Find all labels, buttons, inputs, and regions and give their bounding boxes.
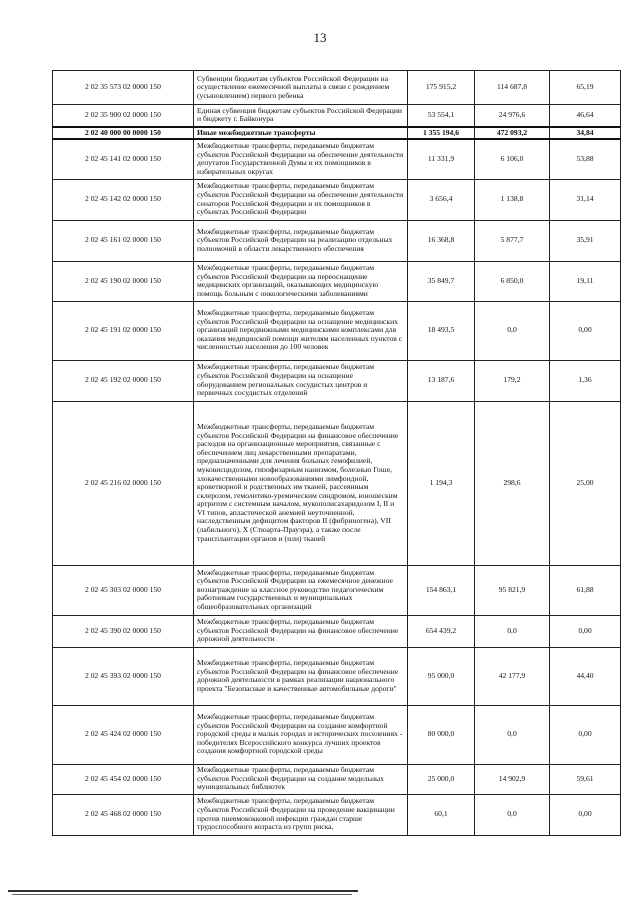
table-row [53,764,621,794]
execution-percent-cell: 44,40 [550,647,621,705]
planned-amount-cell: 3 656,4 [408,179,475,220]
table-row [53,301,621,360]
description-cell: Субвенции бюджетам субъектов Российской Федерации на осуществление ежемесячной выплаты в связи с рождением (усыновлением) первого ребенка [194,71,408,105]
planned-amount-cell: 154 863,1 [408,565,475,615]
execution-percent-cell: 31,14 [550,179,621,220]
planned-amount-cell: 80 000,0 [408,705,475,764]
budget-code-cell: 2 02 45 216 02 0000 150 [53,401,194,565]
budget-code-cell: 2 02 45 192 02 0000 150 [53,360,194,401]
budget-code-cell: 2 02 35 900 02 0000 150 [53,105,194,127]
planned-amount-cell: 16 368,8 [408,220,475,261]
budget-code-cell: 2 02 35 573 02 0000 150 [53,71,194,105]
executed-amount-cell: 6 106,0 [475,139,550,179]
execution-percent-cell: 0,00 [550,705,621,764]
table-row [53,220,621,261]
executed-amount-cell: 95 821,9 [475,565,550,615]
execution-percent-cell: 65,19 [550,71,621,105]
table-row [53,179,621,220]
execution-percent-cell: 35,91 [550,220,621,261]
footer-rule [8,890,358,892]
description-cell: Межбюджетные трансферты, передаваемые бюджетам субъектов Российской Федерации на реализацию отдельных полномочий в области лекарственного обеспечения [194,220,408,261]
budget-table [52,70,621,836]
table-row [53,127,621,140]
budget-code-cell: 2 02 45 141 02 0000 150 [53,139,194,179]
table-row [53,401,621,565]
executed-amount-cell: 0,0 [475,615,550,647]
planned-amount-cell: 18 493,5 [408,301,475,360]
executed-amount-cell: 14 902,9 [475,764,550,794]
table-row [53,794,621,835]
description-cell: Межбюджетные трансферты, передаваемые бюджетам субъектов Российской Федерации на оснащение медицинских организаций передвижными медицинскими комплексами для оказания медицинской помощи жителям населенных пунктов с численностью населения до 100 человек [194,301,408,360]
description-cell: Межбюджетные трансферты, передаваемые бюджетам субъектов Российской Федерации на ежемесячное денежное вознаграждение за классное руководство педагогическим работникам государственных и муниципальных общеобразовательных организаций [194,565,408,615]
planned-amount-cell: 25 000,0 [408,764,475,794]
planned-amount-cell: 1 194,3 [408,401,475,565]
executed-amount-cell: 0,0 [475,301,550,360]
executed-amount-cell: 179,2 [475,360,550,401]
execution-percent-cell: 0,00 [550,301,621,360]
budget-code-cell: 2 02 45 468 02 0000 150 [53,794,194,835]
execution-percent-cell: 61,88 [550,565,621,615]
budget-code-cell: 2 02 45 424 02 0000 150 [53,705,194,764]
executed-amount-cell: 24 976,6 [475,105,550,127]
planned-amount-cell: 95 000,0 [408,647,475,705]
table-row [53,105,621,127]
execution-percent-cell: 34,84 [550,127,621,140]
execution-percent-cell: 1,36 [550,360,621,401]
budget-code-cell: 2 02 45 454 02 0000 150 [53,764,194,794]
budget-code-cell: 2 02 45 303 02 0000 150 [53,565,194,615]
budget-code-cell: 2 02 45 191 02 0000 150 [53,301,194,360]
executed-amount-cell: 6 850,0 [475,261,550,301]
execution-percent-cell: 25,00 [550,401,621,565]
table-row [53,565,621,615]
budget-code-cell: 2 02 45 390 02 0000 150 [53,615,194,647]
planned-amount-cell: 35 849,7 [408,261,475,301]
footer-rule-thin [12,894,352,895]
planned-amount-cell: 60,1 [408,794,475,835]
table-row [53,139,621,179]
page-number: 13 [313,30,327,45]
execution-percent-cell: 19,11 [550,261,621,301]
planned-amount-cell: 1 355 194,6 [408,127,475,140]
description-cell: Межбюджетные трансферты, передаваемые бюджетам субъектов Российской Федерации на финансовое обеспечение расходов на организационные мероприятия, связанные с обеспечением лиц лекарственными препаратами, предназначенными для лечения больных гемофилией, муковисцидозом, гипофизарным нанизмом, болезнью Гоше, злокачественными новообразованиями лимфоидной, кроветворной и родственных им тканей, рассеянным склерозом, гемолитико-уремическим синдромом, юношеским артритом с системным началом, мукополисахаридозом I, II и VI типов, апластической анемией неуточненной, наследственным дефицитом факторов II (фибриногена), VII (лабильного), X (Стюарта-Прауэра), а также после трансплантации органов и (или) тканей [194,401,408,565]
description-cell: Единая субвенция бюджетам субъектов Российской Федерации и бюджету г. Байконура [194,105,408,127]
table-row [53,615,621,647]
execution-percent-cell: 59,61 [550,764,621,794]
budget-code-cell: 2 02 45 190 02 0000 150 [53,261,194,301]
budget-code-cell: 2 02 45 142 02 0000 150 [53,179,194,220]
execution-percent-cell: 0,00 [550,615,621,647]
description-cell: Межбюджетные трансферты, передаваемые бюджетам субъектов Российской Федерации на финансовое обеспечение дорожной деятельности в рамках реализации национального проекта "Безопасные и качественные автомобильные дороги" [194,647,408,705]
execution-percent-cell: 53,88 [550,139,621,179]
table-row [53,360,621,401]
description-cell: Межбюджетные трансферты, передаваемые бюджетам субъектов Российской Федерации на проведение вакцинации против пневмококковой инфекции граждан старше трудоспособного возраста из групп риска, [194,794,408,835]
planned-amount-cell: 654 439,2 [408,615,475,647]
table-body [53,71,621,836]
table-row [53,647,621,705]
table-row [53,261,621,301]
execution-percent-cell: 46,64 [550,105,621,127]
executed-amount-cell: 0,0 [475,794,550,835]
table-row [53,71,621,105]
description-cell: Межбюджетные трансферты, передаваемые бюджетам субъектов Российской Федерации на обеспечение деятельности сенаторов Российской Федерации и их помощников в субъектах Российской Федерации [194,179,408,220]
description-cell: Межбюджетные трансферты, передаваемые бюджетам субъектов Российской Федерации на финансовое обеспечение дорожной деятельности [194,615,408,647]
planned-amount-cell: 11 331,9 [408,139,475,179]
budget-code-cell: 2 02 40 000 00 0000 150 [53,127,194,140]
executed-amount-cell: 472 093,2 [475,127,550,140]
executed-amount-cell: 42 177,9 [475,647,550,705]
description-cell: Иные межбюджетные трансферты [194,127,408,140]
description-cell: Межбюджетные трансферты, передаваемые бюджетам субъектов Российской Федерации на оснащение оборудованием региональных сосудистых центров и первичных сосудистых отделений [194,360,408,401]
executed-amount-cell: 1 138,8 [475,179,550,220]
description-cell: Межбюджетные трансферты, передаваемые бюджетам субъектов Российской Федерации на создание модельных муниципальных библиотек [194,764,408,794]
execution-percent-cell: 0,00 [550,794,621,835]
executed-amount-cell: 114 687,8 [475,71,550,105]
executed-amount-cell: 298,6 [475,401,550,565]
description-cell: Межбюджетные трансферты, передаваемые бюджетам субъектов Российской Федерации на обеспечение деятельности депутатов Государственной Думы и их помощников в избирательных округах [194,139,408,179]
table-row [53,705,621,764]
description-cell: Межбюджетные трансферты, передаваемые бюджетам субъектов Российской Федерации на создание комфортной городской среды в малых городах и исторических поселениях - победителях Всероссийского конкурса лучших проектов создания комфортной городской среды [194,705,408,764]
planned-amount-cell: 53 554,1 [408,105,475,127]
budget-code-cell: 2 02 45 393 02 0000 150 [53,647,194,705]
planned-amount-cell: 13 187,6 [408,360,475,401]
executed-amount-cell: 0,0 [475,705,550,764]
budget-code-cell: 2 02 45 161 02 0000 150 [53,220,194,261]
executed-amount-cell: 5 877,7 [475,220,550,261]
description-cell: Межбюджетные трансферты, передаваемые бюджетам субъектов Российской Федерации на переоснащение медицинских организаций, оказывающих медицинскую помощь больным с онкологическими заболеваниями [194,261,408,301]
planned-amount-cell: 175 915,2 [408,71,475,105]
